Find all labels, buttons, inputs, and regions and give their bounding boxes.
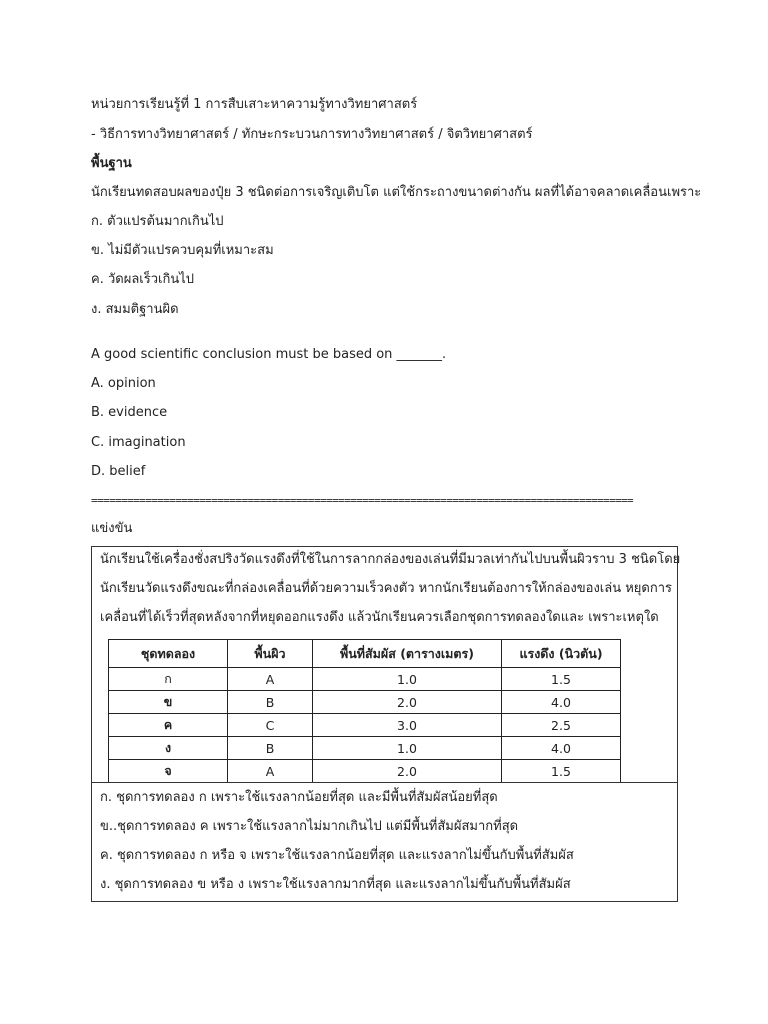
- level-competition-label: แข่งขัน: [91, 521, 133, 536]
- topics-line: - วิธีการทางวิทยาศาสตร์ / ทักษะกระบวนการทางวิทยาศาสตร์ / จิตวิทยาศาสตร์: [91, 127, 533, 142]
- q3-option-a: ก. ชุดการทดลอง ก เพราะใช้แรงลากน้อยที่สุด และมีพื้นที่สัมผัสน้อยที่สุด: [100, 790, 498, 805]
- q2-option-c: C. imagination: [91, 435, 186, 450]
- q3-stem-line-2: นักเรียนวัดแรงดึงขณะที่กล่องเคลื่อนที่ด้วยความเร็วคงตัว หากนักเรียนต้องการให้กล่องของเล่น หยุดการ: [100, 581, 672, 596]
- q2-option-a: A. opinion: [91, 376, 156, 391]
- table-cell-surface: C: [228, 714, 313, 737]
- table-header-row: [109, 640, 621, 668]
- table-row: [109, 760, 621, 783]
- q3-question-box: [91, 546, 681, 902]
- table-cell-area: 1.0: [313, 737, 502, 760]
- table-header-force: แรงดึง (นิวตัน): [502, 640, 621, 668]
- level-basic-label: พื้นฐาน: [91, 156, 132, 171]
- q2-question: A good scientific conclusion must be based on _______.: [91, 347, 447, 362]
- table-header-surface: พื้นผิว: [228, 640, 313, 668]
- q2-option-d: D. belief: [91, 464, 146, 479]
- table-cell-set: ข: [109, 691, 228, 714]
- table-cell-area: 3.0: [313, 714, 502, 737]
- table-cell-set: จ: [109, 760, 228, 783]
- q1-option-b: ข. ไม่มีตัวแปรควบคุมที่เหมาะสม: [91, 243, 274, 258]
- q1-option-d: ง. สมมติฐานผิด: [91, 302, 179, 317]
- table-header-set: ชุดทดลอง: [109, 640, 228, 668]
- q1-question: นักเรียนทดสอบผลของปุ๋ย 3 ชนิดต่อการเจริญเติบโต แต่ใช้กระถางขนาดต่างกัน ผลที่ได้อาจคลาดเคลื่อนเพราะ: [91, 185, 702, 200]
- table-cell-area: 2.0: [313, 760, 502, 783]
- q3-option-c: ค. ชุดการทดลอง ก หรือ จ เพราะใช้แรงลากน้อยที่สุด และแรงลากไม่ขึ้นกับพื้นที่สัมผัส: [100, 848, 574, 863]
- table-cell-force: 4.0: [502, 737, 621, 760]
- table-cell-set: ค: [109, 714, 228, 737]
- q1-option-a: ก. ตัวแปรต้นมากเกินไป: [91, 214, 224, 229]
- table-row: [109, 691, 621, 714]
- table-row: [109, 668, 621, 691]
- box-divider: [92, 782, 677, 783]
- q1-option-c: ค. วัดผลเร็วเกินไป: [91, 272, 195, 287]
- q2-option-b: B. evidence: [91, 405, 168, 420]
- table-cell-area: 2.0: [313, 691, 502, 714]
- unit-title: หน่วยการเรียนรู้ที่ 1 การสืบเสาะหาความรู้ทางวิทยาศาสตร์: [91, 97, 418, 112]
- table-row: [109, 737, 621, 760]
- table-header-area: พื้นที่สัมผัส (ตารางเมตร): [313, 640, 502, 668]
- table-cell-surface: B: [228, 737, 313, 760]
- experiment-table: [108, 639, 621, 783]
- table-cell-force: 1.5: [502, 760, 621, 783]
- table-cell-surface: B: [228, 691, 313, 714]
- table-cell-set: ง: [109, 737, 228, 760]
- q3-option-b: ข..ชุดการทดลอง ค เพราะใช้แรงลากไม่มากเกินไป แต่มีพื้นที่สัมผัสมากที่สุด: [100, 819, 519, 834]
- table-cell-force: 1.5: [502, 668, 621, 691]
- separator-line: ==========================================================================================: [91, 494, 634, 507]
- table-cell-force: 4.0: [502, 691, 621, 714]
- table-cell-surface: A: [228, 760, 313, 783]
- table-cell-force: 2.5: [502, 714, 621, 737]
- table-cell-surface: A: [228, 668, 313, 691]
- q3-stem-line-3: เคลื่อนที่ได้เร็วที่สุดหลังจากที่หยุดออกแรงดึง แล้วนักเรียนควรเลือกชุดการทดลองใดและ เพราะเหตุใด: [100, 610, 659, 625]
- table-cell-area: 1.0: [313, 668, 502, 691]
- q3-option-d: ง. ชุดการทดลอง ข หรือ ง เพราะใช้แรงลากมากที่สุด และแรงลากไม่ขึ้นกับพื้นที่สัมผัส: [100, 877, 571, 892]
- table-cell-set: ก: [109, 668, 228, 691]
- q3-stem-line-1: นักเรียนใช้เครื่องชั่งสปริงวัดแรงดึงที่ใช้ในการลากกล่องของเล่นที่มีมวลเท่ากันไปบนพื้นผิวราบ 3 ชนิดโดย: [100, 552, 681, 567]
- table-row: [109, 714, 621, 737]
